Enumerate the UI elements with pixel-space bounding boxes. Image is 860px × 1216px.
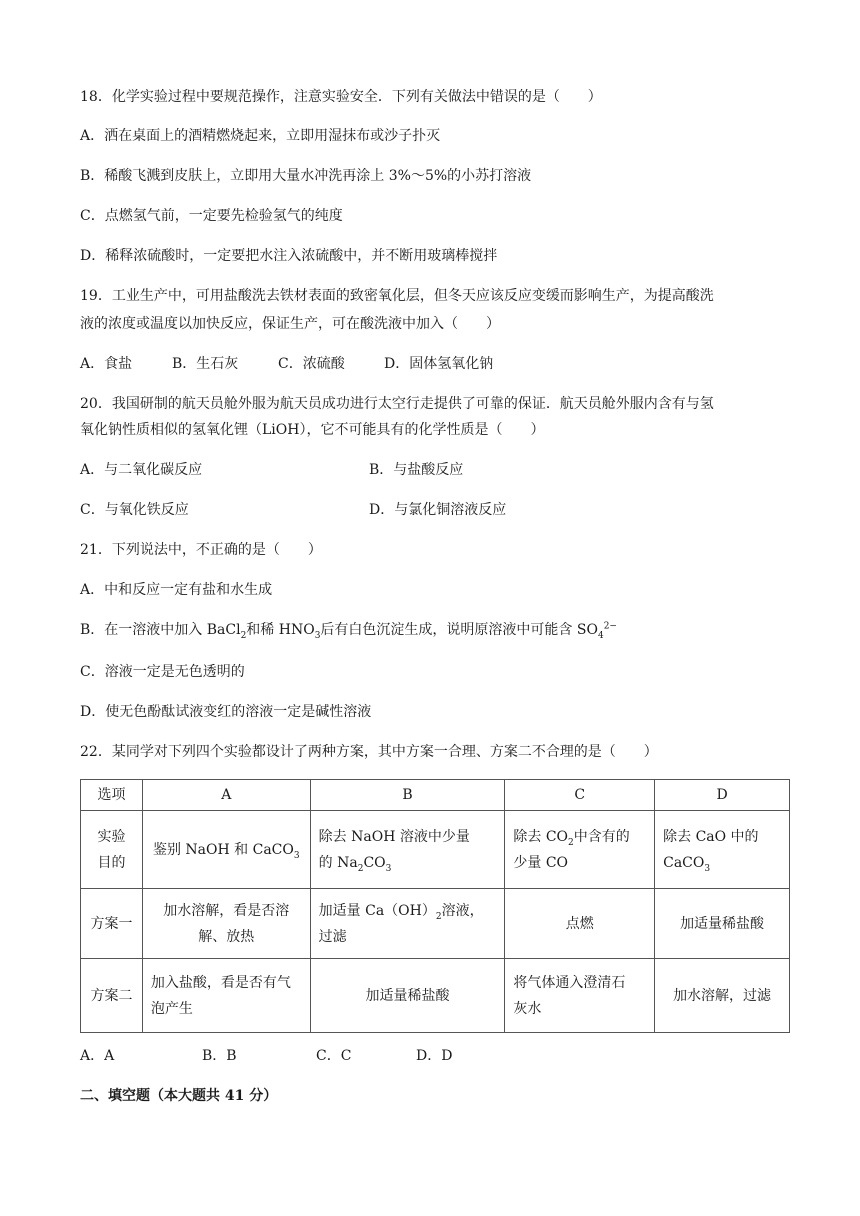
header-cell: B — [310, 780, 505, 811]
q19-option-b: B．生石灰 — [172, 356, 239, 372]
q19-option-d: D．固体氢氧化钠 — [384, 356, 494, 372]
header-cell: A — [142, 780, 310, 811]
q20-stem-line2: 氧化钠性质相似的氢氧化锂（LiOH），它不可能具有的化学性质是（ ） — [80, 422, 545, 438]
row-label: 方案一 — [81, 889, 143, 959]
q21-option-b: B．在一溶液中加入 BaCl$_2$和稀 $HNO_3$后有白色沉淀生成，说明原溶液中可能含 $SO_4^{2-}$ — [80, 621, 617, 641]
q20-stem-line1: 20．我国研制的航天员舱外服为航天员成功进行太空行走提供了可靠的保证．航天员舱外服内含有与氢 — [80, 396, 714, 412]
table-cell: 加适量 $Ca(OH)_2$溶液， 过滤 — [310, 889, 505, 959]
q22-options-table — [80, 779, 790, 1033]
table-cell: 加入盐酸，看是否有气 泡产生 — [142, 959, 310, 1033]
header-cell: C — [505, 780, 655, 811]
table-cell: 加水溶解，过滤 — [655, 959, 790, 1033]
table-cell: 将气体通入澄清石 灰水 — [505, 959, 655, 1033]
q20-option-d: D．与氯化铜溶液反应 — [369, 502, 507, 518]
q20-option-c: C．与氧化铁反应 — [80, 502, 189, 518]
q18-option-c: C．点燃氢气前，一定要先检验氢气的纯度 — [80, 208, 343, 224]
table-row — [81, 959, 790, 1033]
q21-option-d: D．使无色酚酞试液变红的溶液一定是碱性溶液 — [80, 704, 372, 720]
header-cell: 选项 — [81, 780, 143, 811]
table-cell: 除去 $CO_2$中含有的 少量 CO — [505, 811, 655, 889]
table-cell: 除去 NaOH 溶液中少量 的 $Na_2CO_3$ — [310, 811, 505, 889]
table-cell: 点燃 — [505, 889, 655, 959]
q21-option-a: A．中和反应一定有盐和水生成 — [80, 582, 273, 598]
table-row — [81, 811, 790, 889]
header-cell: D — [655, 780, 790, 811]
q19-option-a: A．食盐 — [80, 356, 133, 372]
table-cell: 鉴别 NaOH 和 CaCO$_3$ — [142, 811, 310, 889]
q18-option-a: A．洒在桌面上的酒精燃烧起来，立即用湿抹布或沙子扑灭 — [80, 128, 441, 144]
table-cell: 除去 CaO 中的 CaCO$_3$ — [655, 811, 790, 889]
q21-option-c: C．溶液一定是无色透明的 — [80, 664, 245, 680]
table-header-row — [81, 780, 790, 811]
row-label: 实验 目的 — [81, 811, 143, 889]
q18-option-d: D．稀释浓硫酸时，一定要把水注入浓硫酸中，并不断用玻璃棒搅拌 — [80, 248, 498, 264]
table-cell: 加适量稀盐酸 — [655, 889, 790, 959]
q21-stem: 21．下列说法中，不正确的是（ ） — [80, 542, 322, 558]
row-label: 方案二 — [81, 959, 143, 1033]
q22-stem: 22．某同学对下列四个实验都设计了两种方案，其中方案一合理、方案二不合理的是（ ） — [80, 744, 658, 760]
table-row — [81, 889, 790, 959]
table-cell: 加适量稀盐酸 — [310, 959, 505, 1033]
section-heading: 二、填空题（本大题共 41 分） — [80, 1088, 278, 1104]
q22-option-d: D．D — [416, 1048, 453, 1064]
q22-option-b: B．B — [202, 1048, 237, 1064]
q20-option-b: B．与盐酸反应 — [369, 462, 464, 478]
q22-option-c: C．C — [316, 1048, 352, 1064]
q19-option-c: C．浓硫酸 — [278, 356, 345, 372]
q18-option-b: B．稀酸飞溅到皮肤上，立即用大量水冲洗再涂上 3%～5%的小苏打溶液 — [80, 168, 532, 184]
q22-option-a: A．A — [80, 1048, 115, 1064]
q19-stem-line1: 19．工业生产中，可用盐酸洗去铁材表面的致密氧化层，但冬天应该反应变缓而影响生产，为提高酸洗 — [80, 288, 714, 304]
table-cell: 加水溶解，看是否溶 解、放热 — [142, 889, 310, 959]
q20-option-a: A．与二氧化碳反应 — [80, 462, 203, 478]
q18-stem: 18．化学实验过程中要规范操作，注意实验安全．下列有关做法中错误的是（ ） — [80, 89, 602, 105]
q19-stem-line2: 液的浓度或温度以加快反应，保证生产，可在酸洗液中加入（ ） — [80, 316, 500, 332]
